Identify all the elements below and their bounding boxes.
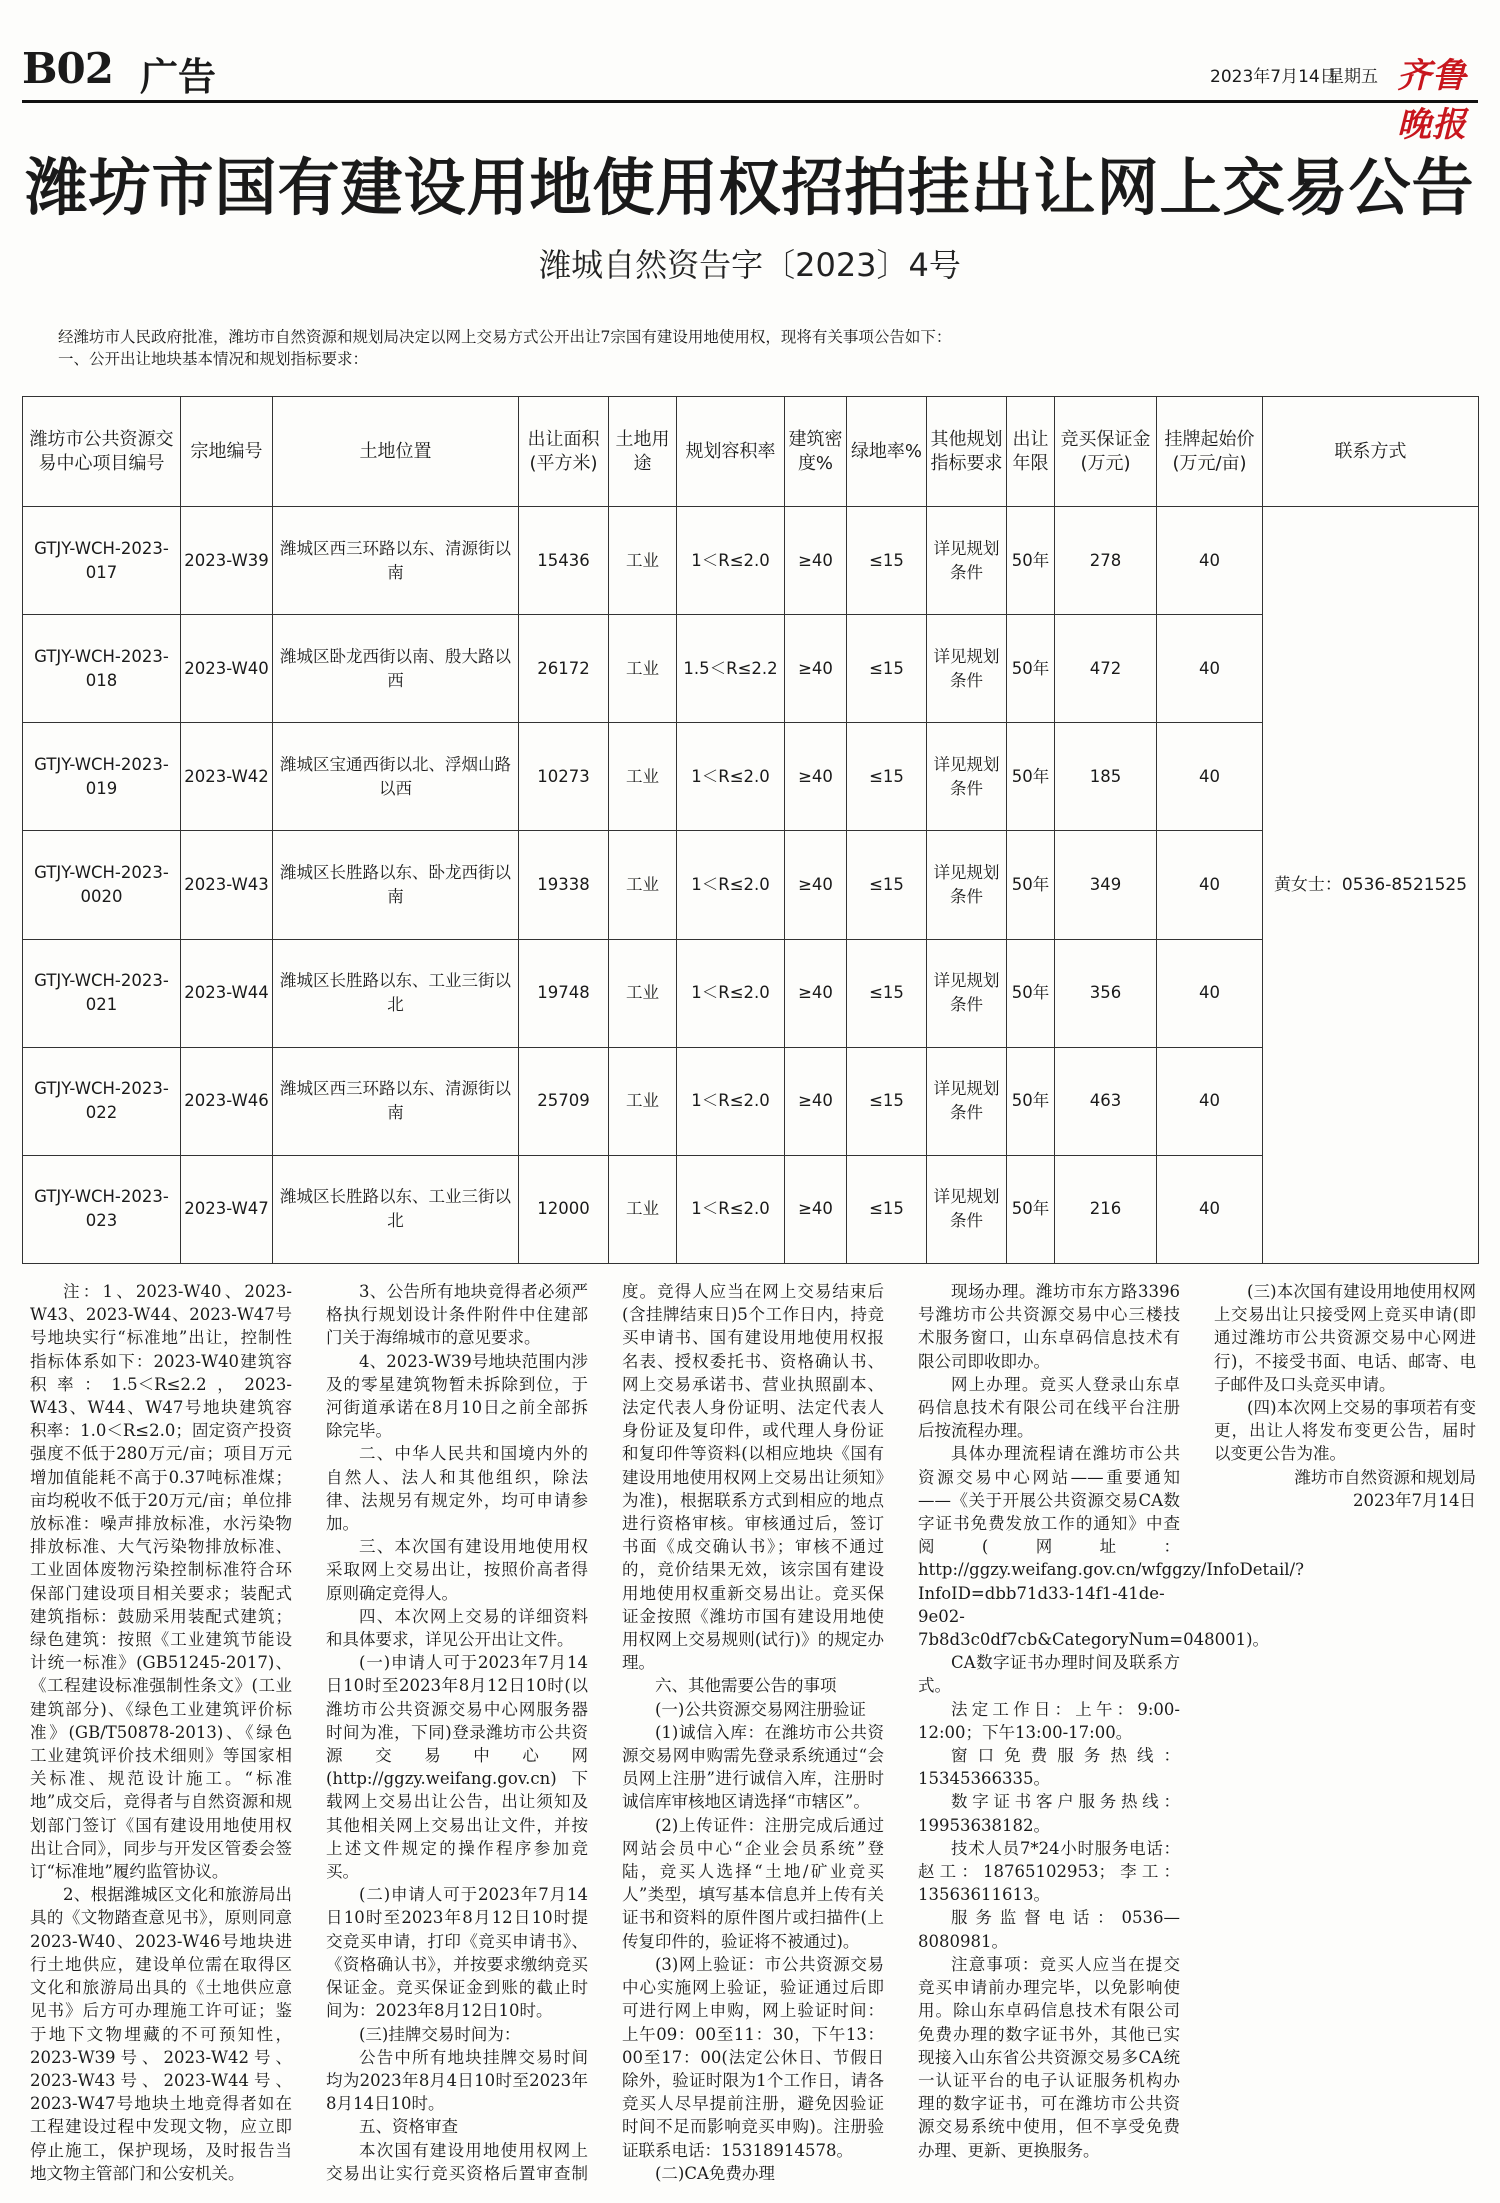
column-header: 联系方式 (1263, 397, 1479, 507)
use-cell: 工业 (609, 615, 677, 723)
far-cell: 1＜R≤2.0 (677, 723, 785, 831)
start-price-cell: 40 (1157, 723, 1263, 831)
project-no-cell: GTJY-WCH-2023-0020 (23, 831, 181, 939)
project-no-cell: GTJY-WCH-2023-021 (23, 939, 181, 1047)
start-price-cell: 40 (1157, 831, 1263, 939)
column-header: 挂牌起始价(万元/亩) (1157, 397, 1263, 507)
parcel-no-cell: 2023-W40 (181, 615, 273, 723)
table-row (23, 831, 1479, 939)
column-header: 宗地编号 (181, 397, 273, 507)
body-paragraph: (2)上传证件：注册完成后通过网站会员中心“企业会员系统”登陆，竞买人选择“土地/矿业竞买人”类型，填写基本信息并上传有关证书和资料的原件图片或扫描件(上传复印件的，验证将不被通过)。 (622, 1815, 884, 1951)
project-no-cell: GTJY-WCH-2023-023 (23, 1155, 181, 1263)
location-cell: 潍城区西三环路以东、清源街以南 (273, 1047, 519, 1155)
use-cell: 工业 (609, 939, 677, 1047)
years-cell: 50年 (1007, 1155, 1055, 1263)
parcel-table (22, 396, 1479, 1264)
far-cell: 1＜R≤2.0 (677, 1155, 785, 1263)
body-paragraph: (一)申请人可于2023年7月14日10时至2023年8月12日10时(以潍坊市公共资源交易中心网服务器时间为准，下同)登录潍坊市公共资源交易中心网(http://ggzy.weifang.gov.cn)下载网上交易出让公告，出让须知及其他相关网上交易出让文件，并按上述文件规定的操作程序参加竞买。 (326, 1653, 588, 1882)
header-divider (22, 100, 1478, 103)
notice-intro (58, 326, 1458, 370)
table-row (23, 507, 1479, 615)
parcel-no-cell: 2023-W46 (181, 1047, 273, 1155)
location-cell: 潍城区长胜路以东、工业三街以北 (273, 1155, 519, 1263)
paper-logo: 齐鲁晚报 (1397, 56, 1467, 145)
column-header: 土地用途 (609, 397, 677, 507)
body-paragraph: 本次国有建设用地使用权网上交易出让实行竞买资格后置审查制度。竞得人应当在网上交易结束后(含挂牌结束日)5个工作日内，持竞买申请书、国有建设用地使用权报名表、授权委托书、资格确认书、网上交易承诺书、营业执照副本、法定代表人身份证明、法定代表人身份证及复印件，或代理人身份证和复印件等资料(以相应地块《国有建设用地使用权网上交易出让须知》为准)，根据联系方式到相应的地点进行资格审核。审核通过后，签订书面《成交确认书》；审核不通过的，竞价结果无效，该宗国有建设用地使用权重新交易出让。竞买保证金按照《潍坊市国有建设用地使用权网上交易规则(试行)》的规定办理。 (326, 1282, 884, 2183)
deposit-cell: 185 (1055, 723, 1157, 831)
green-cell: ≤15 (847, 615, 927, 723)
notice-body (30, 1280, 1476, 2190)
deposit-cell: 463 (1055, 1047, 1157, 1155)
parcel-no-cell: 2023-W47 (181, 1155, 273, 1263)
area-cell: 25709 (519, 1047, 609, 1155)
table-row (23, 1047, 1479, 1155)
body-paragraph: 注：1、2023-W40、2023-W43、2023-W44、2023-W47号号地块实行“标准地”出让，控制性指标体系如下：2023-W40建筑容积率：1.5＜R≤2.2，2023-W43、W44、W47号地块建筑容积率：1.0＜R≤2.0；固定资产投资强度不低于280万元/亩；项目万元增加值能耗不高于0.37吨标准煤；亩均税收不低于20万元/亩；单位排放标准：噪声排放标准，水污染物排放标准、大气污染物排放标准、工业固体废物污染控制标准符合环保部门建设项目相关要求；装配式建筑指标：鼓励采用装配式建筑；绿色建筑：按照《工业建筑节能设计统一标准》(GB51245-2017)、《工程建设标准强制性条文》(工业建筑部分)、《绿色工业建筑评价标准》(GB/T50878-2013)、《绿色工业建筑评价技术细则》等国家相关标准、规范设计施工。“标准地”成交后，竞得者与自然资源和规划部门签订《国有建设用地使用权出让合同》，同步与开发区管委会签订“标准地”履约监管协议。 (30, 1282, 292, 1882)
start-price-cell: 40 (1157, 1047, 1263, 1155)
deposit-cell: 216 (1055, 1155, 1157, 1263)
far-cell: 1.5＜R≤2.2 (677, 615, 785, 723)
use-cell: 工业 (609, 831, 677, 939)
body-paragraph: 五、资格审查 (359, 2117, 458, 2137)
table-row (23, 723, 1479, 831)
deposit-cell: 356 (1055, 939, 1157, 1047)
area-cell: 26172 (519, 615, 609, 723)
body-paragraph: (四)本次网上交易的事项若有变更，出让人将发布变更公告，届时以变更公告为准。 (1214, 1398, 1476, 1464)
other-cell: 详见规划条件 (927, 1047, 1007, 1155)
project-no-cell: GTJY-WCH-2023-019 (23, 723, 181, 831)
notice-reference: 潍城自然资告字〔2023〕4号 (539, 246, 961, 284)
other-cell: 详见规划条件 (927, 939, 1007, 1047)
start-price-cell: 40 (1157, 939, 1263, 1047)
location-cell: 潍城区长胜路以东、工业三街以北 (273, 939, 519, 1047)
area-cell: 12000 (519, 1155, 609, 1263)
notice-title: 潍坊市国有建设用地使用权招拍挂出让网上交易公告 (25, 151, 1475, 224)
column-header: 其他规划指标要求 (927, 397, 1007, 507)
far-cell: 1＜R≤2.0 (677, 507, 785, 615)
body-paragraph: 三、本次国有建设用地使用权采取网上交易出让，按照价高者得原则确定竞得人。 (326, 1537, 588, 1603)
green-cell: ≤15 (847, 1155, 927, 1263)
location-cell: 潍城区卧龙西街以南、殷大路以西 (273, 615, 519, 723)
start-price-cell: 40 (1157, 1155, 1263, 1263)
project-no-cell: GTJY-WCH-2023-017 (23, 507, 181, 615)
body-paragraph: (3)网上验证：市公共资源交易中心实施网上验证，验证通过后即可进行网上申购，网上验证时间：上午09：00至11：30，下午13：00至17：00(法定公休日、节假日除外，验证时限为1个工作日，请各竞买人尽早提前注册，避免因验证时间不足而影响竞买申购)。注册验证联系电话：15318914578。 (622, 1954, 884, 2160)
years-cell: 50年 (1007, 1047, 1055, 1155)
other-cell: 详见规划条件 (927, 615, 1007, 723)
location-cell: 潍城区长胜路以东、卧龙西街以南 (273, 831, 519, 939)
years-cell: 50年 (1007, 615, 1055, 723)
density-cell: ≥40 (785, 507, 847, 615)
section-code: B02 (22, 44, 113, 93)
body-paragraph: 3、公告所有地块竞得者必须严格执行规划设计条件附件中住建部门关于海绵城市的意见要求。 (326, 1282, 588, 1348)
body-paragraph: (三)挂牌交易时间为： (359, 2024, 521, 2044)
table-row (23, 615, 1479, 723)
use-cell: 工业 (609, 1047, 677, 1155)
column-header: 建筑密度% (785, 397, 847, 507)
green-cell: ≤15 (847, 831, 927, 939)
body-paragraph: 具体办理流程请在潍坊市公共资源交易中心网站——重要通知——《关于开展公共资源交易CA数字证书免费发放工作的通知》中查阅(网址：http://ggzy.weifang.gov.cn/wfggzy/InfoDetail/?InfoID=dbb71d33-14f1-41de-9e02-7b8d3c0df7cb&CategoryNum=048001)。 (918, 1444, 1304, 1650)
body-paragraph: 2、根据潍城区文化和旅游局出具的《文物踏查意见书》，原则同意2023-W40、2023-W46号地块进行土地供应，建设单位需在取得区文化和旅游局出具的《土地供应意见书》后方可办理施工许可证；鉴于地下文物埋藏的不可预知性，2023-W39号、2023-W42号、2023-W43号、2023-W44号、2023-W47号地块土地竞得者如在工程建设过程中发现文物，应立即停止施工，保护现场，及时报告当地文物主管部门和公安机关。 (30, 1885, 292, 2183)
years-cell: 50年 (1007, 507, 1055, 615)
density-cell: ≥40 (785, 1155, 847, 1263)
column-header: 出让面积(平方米) (519, 397, 609, 507)
parcel-no-cell: 2023-W42 (181, 723, 273, 831)
deposit-cell: 472 (1055, 615, 1157, 723)
area-cell: 10273 (519, 723, 609, 831)
start-price-cell: 40 (1157, 507, 1263, 615)
issue-weekday: 星期五 (1327, 67, 1378, 87)
body-paragraph: 四、本次网上交易的详细资料和具体要求，详见公开出让文件。 (326, 1606, 588, 1650)
use-cell: 工业 (609, 507, 677, 615)
body-paragraph: (二)申请人可于2023年7月14日10时至2023年8月12日10时提交竞买申请，打印《竞买申请书》、《资格确认书》，并按要求缴纳竞买保证金。竞买保证金到账的截止时间为：2023年8月12日10时。 (326, 1885, 588, 2021)
parcel-no-cell: 2023-W43 (181, 831, 273, 939)
far-cell: 1＜R≤2.0 (677, 939, 785, 1047)
far-cell: 1＜R≤2.0 (677, 1047, 785, 1155)
project-no-cell: GTJY-WCH-2023-022 (23, 1047, 181, 1155)
column-header: 规划容积率 (677, 397, 785, 507)
deposit-cell: 349 (1055, 831, 1157, 939)
area-cell: 19338 (519, 831, 609, 939)
column-header: 竞买保证金(万元) (1055, 397, 1157, 507)
years-cell: 50年 (1007, 723, 1055, 831)
table-row (23, 1155, 1479, 1263)
column-header: 潍坊市公共资源交易中心项目编号 (23, 397, 181, 507)
deposit-cell: 278 (1055, 507, 1157, 615)
column-header: 出让年限 (1007, 397, 1055, 507)
parcel-no-cell: 2023-W39 (181, 507, 273, 615)
start-price-cell: 40 (1157, 615, 1263, 723)
other-cell: 详见规划条件 (927, 1155, 1007, 1263)
body-paragraph: (1)诚信入库：在潍坊市公共资源交易网申购需先登录系统通过“会员网上注册”进行诚信入库，注册时诚信库审核地区请选择“市辖区”。 (622, 1722, 884, 1812)
body-paragraph: (三)本次国有建设用地使用权网上交易出让只接受网上竞买申请(即通过潍坊市公共资源交易中心网进行)，不接受书面、电话、邮寄、电子邮件及口头竞买申请。 (1214, 1282, 1476, 1394)
other-cell: 详见规划条件 (927, 507, 1007, 615)
section-name: 广告 (140, 55, 217, 99)
issue-date: 2023年7月14日 (1210, 67, 1337, 87)
body-paragraph: 注意事项：竞买人应当在提交竞买申请前办理完毕，以免影响使用。除山东卓码信息技术有限公司免费办理的数字证书外，其他已实现接入山东省公共资源交易多CA统一认证平台的电子认证服务机构办理的数字证书，可在潍坊市公共资源交易系统中使用，但不享受免费办理、更新、更换服务。 (918, 1954, 1180, 2160)
project-no-cell: GTJY-WCH-2023-018 (23, 615, 181, 723)
body-paragraph: 法定工作日：上午：9:00-12:00；下午13:00-17:00。 (918, 1699, 1180, 1742)
body-paragraph: 六、其他需要公告的事项 (655, 1676, 837, 1696)
location-cell: 潍城区宝通西街以北、浮烟山路以西 (273, 723, 519, 831)
other-cell: 详见规划条件 (927, 723, 1007, 831)
signature-date: 2023年7月14日 (1353, 1490, 1476, 1510)
green-cell: ≤15 (847, 507, 927, 615)
density-cell: ≥40 (785, 831, 847, 939)
far-cell: 1＜R≤2.0 (677, 831, 785, 939)
column-header: 绿地率% (847, 397, 927, 507)
density-cell: ≥40 (785, 723, 847, 831)
location-cell: 潍城区西三环路以东、清源街以南 (273, 507, 519, 615)
intro-line: 经潍坊市人民政府批准，潍坊市自然资源和规划局决定以网上交易方式公开出让7宗国有建设用地使用权，现将有关事项公告如下： (58, 328, 952, 346)
use-cell: 工业 (609, 723, 677, 831)
body-paragraph: (一)公共资源交易网注册验证 (655, 1699, 866, 1719)
body-paragraph: 现场办理。潍坊市东方路3396号潍坊市公共资源交易中心三楼技术服务窗口，山东卓码信息技术有限公司即收即办。 (918, 1282, 1180, 1371)
green-cell: ≤15 (847, 723, 927, 831)
green-cell: ≤15 (847, 1047, 927, 1155)
body-paragraph: 数字证书客户服务热线：19953638182。 (918, 1792, 1180, 1835)
body-paragraph: 服务监督电话：0536—8080981。 (918, 1908, 1180, 1951)
density-cell: ≥40 (785, 1047, 847, 1155)
issuer-signature: 潍坊市自然资源和规划局 (1294, 1467, 1476, 1487)
table-row (23, 939, 1479, 1047)
other-cell: 详见规划条件 (927, 831, 1007, 939)
density-cell: ≥40 (785, 615, 847, 723)
area-cell: 15436 (519, 507, 609, 615)
masthead (22, 40, 1478, 145)
years-cell: 50年 (1007, 939, 1055, 1047)
body-paragraph: 技术人员7*24小时服务电话：赵工：18765102953；李工：13563611613。 (918, 1838, 1180, 1905)
body-paragraph: 二、中华人民共和国境内外的自然人、法人和其他组织，除法律、法规另有规定外，均可申请参加。 (326, 1444, 588, 1534)
parcel-no-cell: 2023-W44 (181, 939, 273, 1047)
green-cell: ≤15 (847, 939, 927, 1047)
body-paragraph: CA数字证书办理时间及联系方式。 (918, 1653, 1180, 1696)
body-paragraph: 公告中所有地块挂牌交易时间均为2023年8月4日10时至2023年8月14日10时。 (326, 2047, 588, 2114)
intro-line: 一、公开出让地块基本情况和规划指标要求： (58, 350, 369, 368)
use-cell: 工业 (609, 1155, 677, 1263)
density-cell: ≥40 (785, 939, 847, 1047)
body-paragraph: 网上办理。竞买人登录山东卓码信息技术有限公司在线平台注册后按流程办理。 (918, 1374, 1180, 1441)
years-cell: 50年 (1007, 831, 1055, 939)
table-header-row (23, 397, 1479, 507)
contact-cell: 黄女士：0536-8521525 (1263, 507, 1479, 1264)
column-header: 土地位置 (273, 397, 519, 507)
body-paragraph: 窗口免费服务热线：15345366335。 (918, 1746, 1180, 1789)
body-paragraph: (二)CA免费办理 (655, 2163, 775, 2183)
area-cell: 19748 (519, 939, 609, 1047)
body-paragraph: 4、2023-W39号地块范围内涉及的零星建筑物暂未拆除到位，于河街道承诺在8月10日之前全部拆除完毕。 (326, 1351, 588, 1441)
